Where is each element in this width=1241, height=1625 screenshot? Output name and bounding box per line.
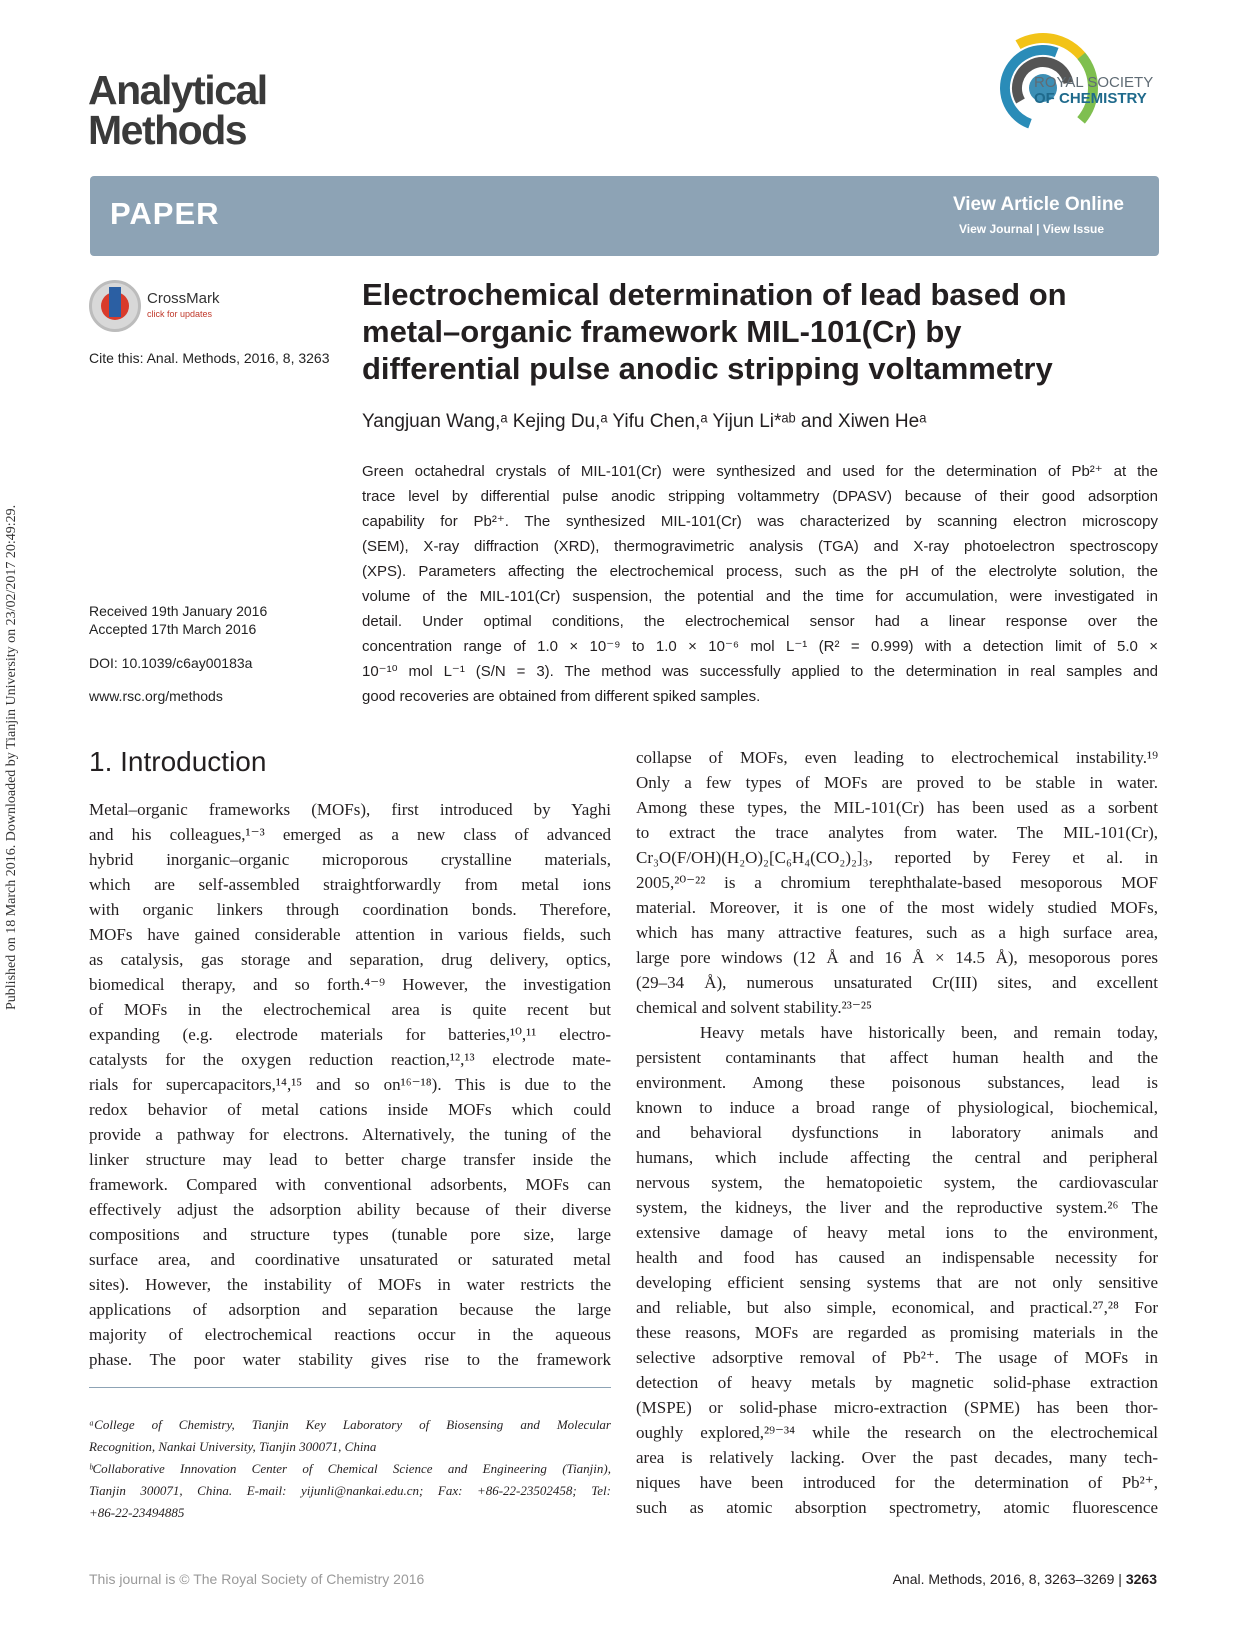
body-line: applications of adsorption and separation because the large bbox=[89, 1300, 611, 1319]
body-line: 2005,²⁰⁻²² is a chromium terephthalate-based mesoporous MOF bbox=[636, 873, 1158, 892]
body-line: known to induce a broad range of physiological, biochemical, bbox=[636, 1098, 1158, 1117]
abstract bbox=[362, 459, 1158, 709]
body-line: framework. Compared with conventional adsorbents, MOFs can bbox=[89, 1175, 611, 1194]
body-line: and behavioral dysfunctions in laboratory animals and bbox=[636, 1123, 1158, 1142]
body-line: of MOFs in the electrochemical area is quite recent but bbox=[89, 1000, 611, 1019]
title-line: metal–organic framework MIL-101(Cr) by bbox=[362, 314, 962, 349]
body-line: extensive damage of heavy metal ions to the environment, bbox=[636, 1223, 1158, 1242]
body-line: Heavy metals have historically been, and remain today, bbox=[636, 1023, 1158, 1042]
body-line: Only a few types of MOFs are proved to be stable in water. bbox=[636, 773, 1158, 792]
view-journal-link[interactable]: View Journal bbox=[958, 222, 1033, 236]
body-line: hybrid inorganic–organic microporous crystalline materials, bbox=[89, 850, 611, 869]
body-line: and his colleagues,¹⁻³ emerged as a new class of advanced bbox=[89, 825, 611, 844]
view-links bbox=[959, 222, 1104, 236]
body-line: (29–34 Å), numerous unsaturated Cr(III) sites, and excellent bbox=[636, 973, 1158, 992]
body-line: developing efficient sensing systems that are not only sensitive bbox=[636, 1273, 1158, 1292]
citation-footer bbox=[893, 1571, 1157, 1587]
rsc-wordmark-line1: ROYAL SOCIETY bbox=[1034, 74, 1154, 91]
body-line: detection of heavy metals by magnetic solid-phase extraction bbox=[636, 1373, 1158, 1392]
body-line: oughly explored,²⁹⁻³⁴ while the research on the electrochemical bbox=[636, 1423, 1158, 1442]
body-line: collapse of MOFs, even leading to electrochemical instability.¹⁹ bbox=[636, 748, 1158, 767]
abstract-line: (SEM), X-ray diffraction (XRD), thermogravimetric analysis (TGA) and X-ray photoelectron spectroscopy bbox=[362, 538, 1158, 555]
journal-title bbox=[88, 67, 267, 153]
crossmark-icon bbox=[89, 280, 141, 332]
affiliations bbox=[89, 1414, 611, 1524]
affiliation-line: +86-22-23494885 bbox=[89, 1505, 185, 1520]
abstract-line: 10⁻¹⁰ mol L⁻¹ (S/N = 3). The method was successfully applied to the determination in real samples and bbox=[362, 663, 1158, 680]
body-line: environment. Among these poisonous substances, lead is bbox=[636, 1073, 1158, 1092]
crossmark-icon-bar bbox=[109, 287, 121, 317]
cite-this: Cite this: Anal. Methods, 2016, 8, 3263 bbox=[89, 350, 330, 366]
title-line: Electrochemical determination of lead based on bbox=[362, 277, 1067, 312]
body-line: material. Moreover, it is one of the most widely studied MOFs, bbox=[636, 898, 1158, 917]
dates bbox=[89, 602, 267, 638]
crossmark-subtitle: click for updates bbox=[147, 309, 213, 319]
footnote-divider bbox=[89, 1387, 611, 1388]
doi[interactable]: DOI: 10.1039/c6ay00183a bbox=[89, 655, 253, 671]
affiliation-line: ᵇCollaborative Innovation Center of Chemical Science and Engineering (Tianjin), bbox=[89, 1461, 611, 1476]
link-separator: | bbox=[1036, 222, 1040, 236]
body-line: provide a pathway for electrons. Alternatively, the tuning of the bbox=[89, 1125, 611, 1144]
section-heading-introduction: 1. Introduction bbox=[89, 746, 267, 777]
body-line: such as atomic absorption spectrometry, atomic fluorescence bbox=[636, 1498, 1158, 1517]
view-article-online-link[interactable]: View Article Online bbox=[952, 194, 1124, 215]
body-line: health and food has caused an indispensable necessity for bbox=[636, 1248, 1158, 1267]
received-date: Received 19th January 2016 bbox=[89, 603, 268, 619]
body-line: which has many attractive features, such as a high surface area, bbox=[636, 923, 1158, 942]
abstract-line: Green octahedral crystals of MIL-101(Cr) were synthesized and used for the determination of Pb²⁺ at the bbox=[362, 463, 1158, 480]
body-line: niques have been introduced for the determination of Pb²⁺, bbox=[636, 1473, 1158, 1492]
abstract-line: capability for Pb²⁺. The synthesized MIL-101(Cr) was characterized by scanning electron microscopy bbox=[362, 513, 1158, 530]
journal-title-line2: Methods bbox=[88, 107, 247, 153]
body-line: surface area, and coordinative unsaturated or saturated metal bbox=[89, 1250, 611, 1269]
abstract-line: volume of the MIL-101(Cr) suspension, the potential and the time for accumulation, were investigated in bbox=[362, 588, 1158, 605]
body-line: rials for supercapacitors,¹⁴,¹⁵ and so on¹⁶⁻¹⁸). This is due to the bbox=[89, 1075, 611, 1094]
affiliation-line: ᵃCollege of Chemistry, Tianjin Key Laboratory of Biosensing and Molecular bbox=[89, 1417, 611, 1432]
body-line: and reliable, but also simple, economical, and practical.²⁷,²⁸ For bbox=[636, 1298, 1158, 1317]
body-line: MOFs have gained considerable attention in various fields, such bbox=[89, 925, 611, 944]
body-line: which are self-assembled straightforwardly from metal ions bbox=[89, 875, 611, 894]
body-line: as catalysis, gas storage and separation, drug delivery, optics, bbox=[89, 950, 611, 969]
body-line: sites). However, the instability of MOFs in water restricts the bbox=[89, 1275, 611, 1294]
body-line: majority of electrochemical reactions occur in the aqueous bbox=[89, 1325, 611, 1344]
website-link[interactable]: www.rsc.org/methods bbox=[89, 688, 223, 704]
page-number: 3263 bbox=[1125, 1571, 1157, 1587]
body-line: biomedical therapy, and so forth.⁴⁻⁹ However, the investigation bbox=[89, 975, 611, 994]
article-title bbox=[362, 276, 1162, 387]
accepted-date: Accepted 17th March 2016 bbox=[89, 621, 257, 637]
abstract-line: trace level by differential pulse anodic stripping voltammetry (DPASV) because of their good adsorption bbox=[362, 488, 1158, 505]
abstract-line: detail. Under optimal conditions, the electrochemical sensor had a linear response over the bbox=[362, 613, 1158, 630]
body-column-left bbox=[89, 797, 611, 1372]
footer-citation: Anal. Methods, 2016, 8, 3263–3269 | bbox=[892, 1571, 1122, 1587]
copyright-footer: This journal is © The Royal Society of Chemistry 2016 bbox=[89, 1571, 425, 1587]
rsc-wordmark bbox=[1034, 75, 1153, 107]
body-line: selective adsorptive removal of Pb²⁺. The usage of MOFs in bbox=[636, 1348, 1158, 1367]
abstract-line: good recoveries are obtained from different spiked samples. bbox=[362, 688, 761, 705]
body-line: effectively adjust the adsorption ability because of their diverse bbox=[89, 1200, 611, 1219]
body-line: Among these types, the MIL-101(Cr) has been used as a sorbent bbox=[636, 798, 1158, 817]
body-line: Metal–organic frameworks (MOFs), first introduced by Yaghi bbox=[89, 800, 611, 819]
title-line: differential pulse anodic stripping voltammetry bbox=[362, 351, 1053, 386]
view-issue-link[interactable]: View Issue bbox=[1042, 222, 1104, 236]
download-watermark: Published on 18 March 2016. Downloaded by Tianjin University on 23/02/2017 20:49:29. bbox=[4, 504, 19, 1010]
body-line: persistent contaminants that affect human health and the bbox=[636, 1048, 1158, 1067]
body-line: linker structure may lead to better charge transfer inside the bbox=[89, 1150, 611, 1169]
crossmark-button[interactable] bbox=[89, 280, 259, 334]
abstract-line: (XPS). Parameters affecting the electrochemical process, such as the pH of the electrolyte solution, the bbox=[362, 563, 1158, 580]
body-line: (MSPE) or solid-phase micro-extraction (SPME) has been thor- bbox=[636, 1398, 1158, 1417]
body-column-right bbox=[636, 745, 1158, 1520]
body-line: catalysts for the oxygen reduction reaction,¹²,¹³ electrode mate- bbox=[89, 1050, 611, 1069]
body-line: with organic linkers through coordination bonds. Therefore, bbox=[89, 900, 611, 919]
paper-banner bbox=[90, 176, 1159, 256]
body-line: redox behavior of metal cations inside MOFs which could bbox=[89, 1100, 611, 1119]
affiliation-line: Tianjin 300071, China. E-mail: yijunli@nankai.edu.cn; Fax: +86-22-23502458; Tel: bbox=[89, 1483, 611, 1498]
body-line: Cr₃O(F/OH)(H₂O)₂[C₆H₄(CO₂)₂]₃, reported by Ferey et al. in bbox=[636, 848, 1158, 867]
journal-title-line1: Analytical bbox=[88, 67, 267, 113]
author-list: Yangjuan Wang,ᵃ Kejing Du,ᵃ Yifu Chen,ᵃ Yijun Li*ᵃᵇ and Xiwen Heᵃ bbox=[362, 411, 927, 432]
body-line: large pore windows (12 Å and 16 Å × 14.5 Å), mesoporous pores bbox=[636, 948, 1158, 967]
rsc-wordmark-line2: OF CHEMISTRY bbox=[1034, 90, 1147, 107]
body-line: humans, which include affecting the central and peripheral bbox=[636, 1148, 1158, 1167]
body-line: expanding (e.g. electrode materials for batteries,¹⁰,¹¹ electro- bbox=[89, 1025, 611, 1044]
body-line: these reasons, MOFs are regarded as promising materials in the bbox=[636, 1323, 1158, 1342]
affiliation-line: Recognition, Nankai University, Tianjin 300071, China bbox=[89, 1439, 377, 1454]
body-line: chemical and solvent stability.²³⁻²⁵ bbox=[636, 998, 872, 1017]
body-line: phase. The poor water stability gives rise to the framework bbox=[89, 1350, 611, 1369]
body-line: compositions and structure types (tunable pore size, large bbox=[89, 1225, 611, 1244]
body-line: to extract the trace analytes from water. The MIL-101(Cr), bbox=[636, 823, 1158, 842]
crossmark-title: CrossMark bbox=[147, 290, 220, 307]
body-line: system, the kidneys, the liver and the reproductive system.²⁶ The bbox=[636, 1198, 1158, 1217]
body-line: area is relatively lacking. Over the past decades, many tech- bbox=[636, 1448, 1158, 1467]
article-type-label: PAPER bbox=[110, 196, 220, 231]
abstract-line: concentration range of 1.0 × 10⁻⁹ to 1.0 × 10⁻⁶ mol L⁻¹ (R² = 0.999) with a detection limit of 5.0 × bbox=[362, 638, 1158, 655]
body-line: nervous system, the hematopoietic system, the cardiovascular bbox=[636, 1173, 1158, 1192]
